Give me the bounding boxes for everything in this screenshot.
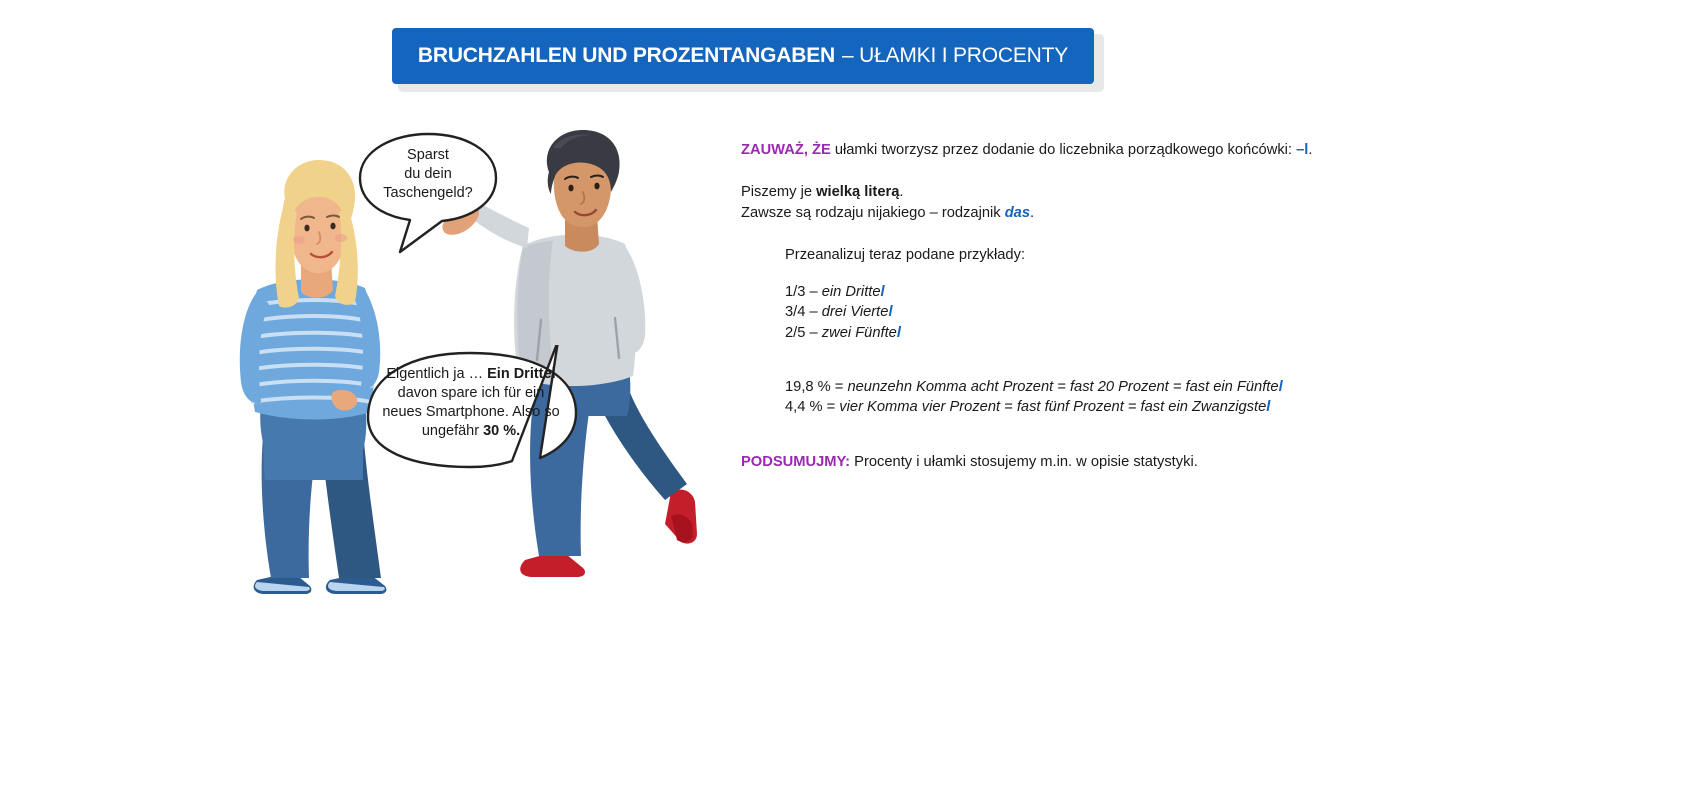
bubble-answer-bold-percent: 30 %. [483, 423, 521, 440]
speech-bubble-answer [362, 345, 582, 495]
header-title-bar [392, 28, 1094, 84]
rule2-article-das: das [1004, 204, 1031, 221]
examples-intro: Przeanalizuj teraz podane przykłady: [785, 246, 1026, 263]
note-paragraph [741, 140, 1641, 160]
fraction-word: zwei Fünfte [821, 324, 897, 341]
bubble-answer-part3: davon spare ich für ein neues Smartphone. Also so ungefähr [382, 385, 560, 440]
bubble-question-line3: Taschengeld? [383, 184, 473, 201]
bubble-question-line1: Sparst [407, 147, 449, 163]
note-end: . [1308, 142, 1313, 158]
fraction-examples-list [741, 282, 1641, 343]
rule-line-1 [741, 182, 1641, 202]
fraction-suffix: l [896, 324, 901, 341]
fraction-example-row [785, 323, 1641, 343]
percent-word: vier Komma vier Prozent = fast fünf Prozent = fast ein Zwanzigste [839, 399, 1267, 416]
fraction-number: 2/5 – [785, 324, 822, 341]
fraction-word: ein Dritte [821, 284, 881, 301]
header-title-strong: BRUCHZAHLEN UND PROZENTANGABEN [417, 44, 835, 67]
fraction-word: drei Vierte [821, 304, 889, 321]
rule2-pre: Zawsze są rodzaju nijakiego – rodzajnik [741, 204, 1005, 221]
percent-suffix: l [1266, 399, 1271, 416]
fraction-suffix: l [888, 304, 893, 321]
fraction-example-row [785, 282, 1641, 302]
summary-text: Procenty i ułamki stosujemy m.in. w opisie statystyki. [850, 453, 1198, 470]
note-label: ZAUWAŻ, ŻE [741, 142, 831, 158]
percent-suffix: l [1278, 378, 1283, 395]
fraction-suffix: l [880, 284, 885, 301]
summary-paragraph [741, 452, 1641, 472]
rule2-end: . [1030, 204, 1035, 221]
note-suffix-highlight: –l [1296, 142, 1309, 158]
page-header-banner [392, 28, 1098, 86]
percent-word: neunzehn Komma acht Prozent = fast 20 Prozent = fast ein Fünfte [847, 378, 1279, 395]
header-title-subtitle: – UŁAMKI I PROCENTY [842, 44, 1069, 67]
percent-number: 19,8 % = [785, 378, 848, 395]
fraction-number: 1/3 – [785, 284, 822, 301]
rule-line-2 [741, 203, 1641, 223]
lesson-text-column [741, 140, 1641, 472]
bubble-answer-bold-fraction: Ein Drittel [487, 366, 556, 382]
rule1-end: . [899, 184, 904, 201]
note-text: ułamki tworzysz przez dodanie do liczebnika porządkowego końcówki: [830, 142, 1297, 158]
summary-label: PODSUMUJMY: [741, 453, 851, 470]
percent-example-row [785, 377, 1641, 397]
percent-number: 4,4 % = [785, 399, 840, 416]
rule1-bold: wielką literą [816, 184, 900, 201]
rule1-pre: Piszemy je [741, 184, 817, 201]
percent-examples-list [741, 377, 1641, 418]
bubble-answer-part1: Eigentlich ja … [386, 366, 488, 382]
fraction-number: 3/4 – [785, 304, 822, 321]
speech-bubble-question [352, 130, 502, 230]
bubble-question-line2: du dein [404, 165, 452, 182]
fraction-example-row [785, 302, 1641, 322]
percent-example-row [785, 397, 1641, 417]
